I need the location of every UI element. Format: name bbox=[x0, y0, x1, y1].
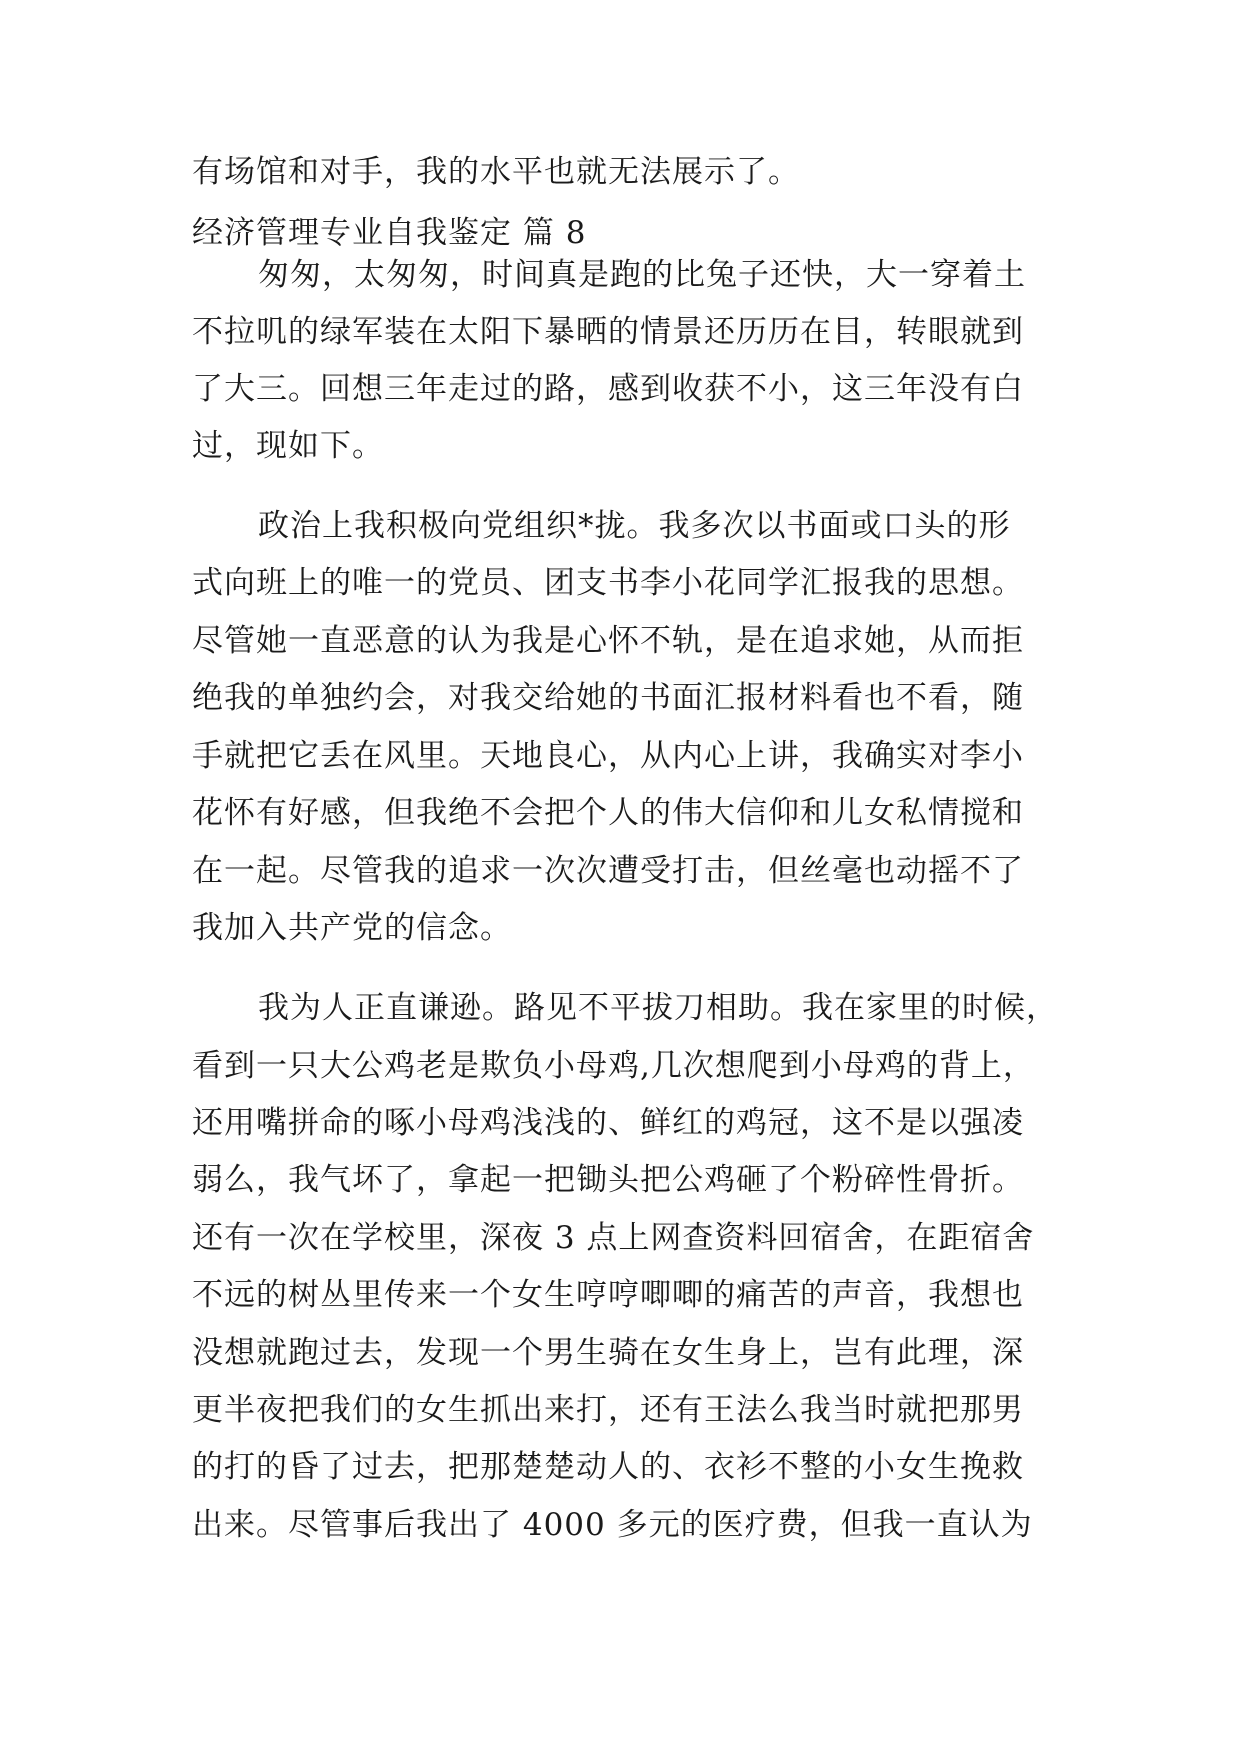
text-line: 还用嘴拼命的啄小母鸡浅浅的、鲜红的鸡冠，这不是以强凌 bbox=[192, 1105, 1024, 1141]
text-line: 弱么，我气坏了，拿起一把锄头把公鸡砸了个粉碎性骨折。 bbox=[192, 1162, 1024, 1198]
text-line: 花怀有好感，但我绝不会把个人的伟大信仰和儿女私情搅和 bbox=[192, 795, 1024, 831]
text-line: 过，现如下。 bbox=[192, 428, 384, 464]
section-heading: 经济管理专业自我鉴定 篇 8 bbox=[192, 215, 587, 251]
text-line: 看到一只大公鸡老是欺负小母鸡,几次想爬到小母鸡的背上， bbox=[192, 1048, 1035, 1084]
text-line: 我为人正直谦逊。路见不平拔刀相助。我在家里的时候， bbox=[258, 990, 1058, 1026]
text-line: 不远的树丛里传来一个女生哼哼唧唧的痛苦的声音，我想也 bbox=[192, 1277, 1024, 1313]
text-line: 匆匆，太匆匆，时间真是跑的比兔子还快，大一穿着土 bbox=[258, 257, 1026, 293]
text-line: 政治上我积极向党组织*拢。我多次以书面或口头的形 bbox=[258, 508, 1011, 544]
text-line: 的打的昏了过去，把那楚楚动人的、衣衫不整的小女生挽救 bbox=[192, 1449, 1024, 1485]
text-line: 手就把它丢在风里。天地良心，从内心上讲，我确实对李小 bbox=[192, 738, 1024, 774]
text-line: 式向班上的唯一的党员、团支书李小花同学汇报我的思想。 bbox=[192, 565, 1024, 601]
text-line: 有场馆和对手，我的水平也就无法展示了。 bbox=[192, 154, 800, 190]
text-line: 绝我的单独约会，对我交给她的书面汇报材料看也不看，随 bbox=[192, 680, 1024, 716]
text-line: 出来。尽管事后我出了 4000 多元的医疗费，但我一直认为 bbox=[192, 1507, 1033, 1543]
text-line: 更半夜把我们的女生抓出来打，还有王法么我当时就把那男 bbox=[192, 1392, 1024, 1428]
text-line: 还有一次在学校里，深夜 3 点上网查资料回宿舍，在距宿舍 bbox=[192, 1220, 1035, 1256]
text-line: 了大三。回想三年走过的路，感到收获不小，这三年没有白 bbox=[192, 371, 1024, 407]
text-line: 我加入共产党的信念。 bbox=[192, 910, 512, 946]
text-line: 不拉叽的绿军装在太阳下暴晒的情景还历历在目，转眼就到 bbox=[192, 314, 1024, 350]
text-line: 在一起。尽管我的追求一次次遭受打击，但丝毫也动摇不了 bbox=[192, 853, 1024, 889]
text-line: 尽管她一直恶意的认为我是心怀不轨，是在追求她，从而拒 bbox=[192, 623, 1024, 659]
text-line: 没想就跑过去，发现一个男生骑在女生身上，岂有此理，深 bbox=[192, 1335, 1024, 1371]
